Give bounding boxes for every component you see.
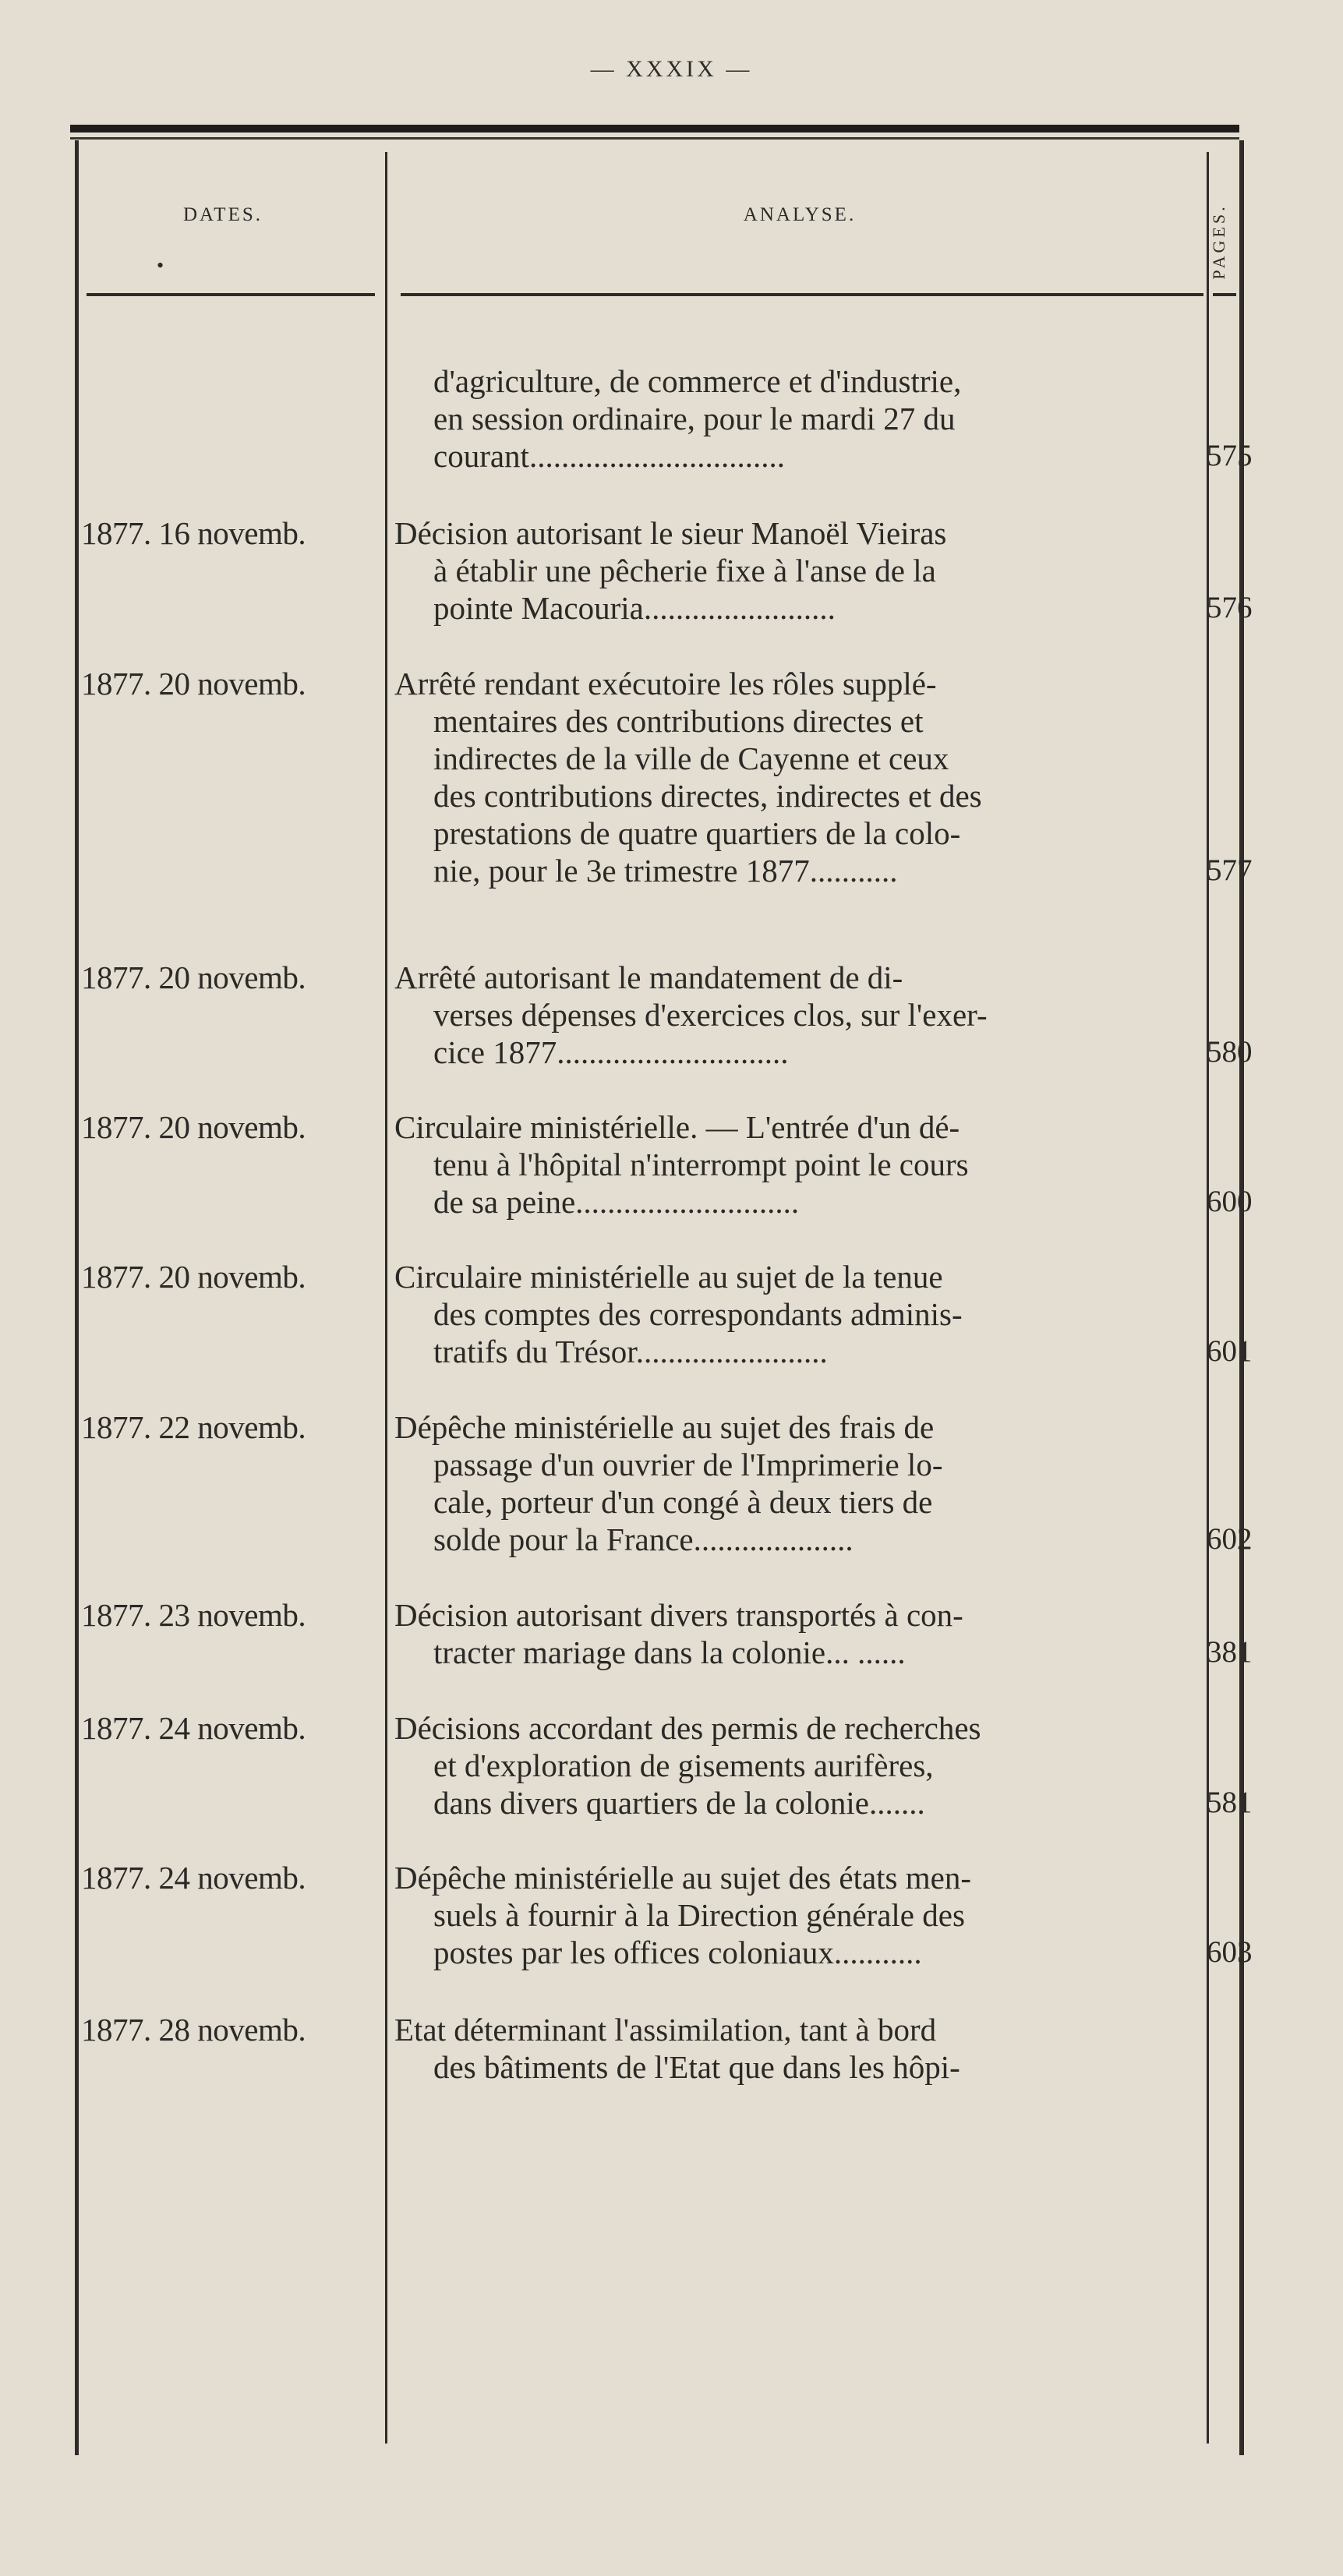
row-analysis (394, 959, 1207, 1071)
row-date: 1877. 24 novemb. (81, 1710, 306, 1746)
analysis-line: Décision autorisant divers transportés à con- (394, 1597, 963, 1633)
analysis-line: des bâtiments de l'Etat que dans les hôpi- (433, 2049, 960, 2085)
row-page: 602 (1207, 1522, 1253, 1556)
dates-column-header: DATES. (182, 204, 263, 225)
row-analysis (394, 665, 1207, 889)
analysis-line: à établir une pêcherie fixe à l'anse de la (433, 553, 936, 588)
row-analysis (394, 2011, 1207, 2086)
row-date: 1877. 16 novemb. (81, 515, 306, 551)
analysis-line: cice 1877............................. (433, 1034, 789, 1070)
analysis-line: mentaires des contributions directes et (433, 703, 924, 739)
row-date: 1877. 24 novemb. (81, 1860, 306, 1896)
row-page: 577 (1207, 853, 1253, 887)
row-page: 601 (1207, 1334, 1253, 1368)
left-border (75, 140, 79, 2455)
analysis-line: suels à fournir à la Direction générale des (433, 1897, 965, 1933)
analysis-line: tratifs du Trésor........................ (433, 1334, 828, 1369)
analysis-line: nie, pour le 3e trimestre 1877........... (433, 853, 898, 889)
dates-header-rule (87, 293, 375, 296)
analysis-line: des contributions directes, indirectes et des (433, 778, 982, 814)
analysis-line: Circulaire ministérielle au sujet de la tenue (394, 1259, 943, 1295)
row-page: 600 (1207, 1185, 1253, 1218)
analysis-line: postes par les offices coloniaux........... (433, 1935, 922, 1970)
analysis-line: courant................................ (433, 438, 785, 474)
right-border (1239, 140, 1244, 2455)
analysis-line: dans divers quartiers de la colonie....... (433, 1785, 925, 1821)
analysis-line: des comptes des correspondants adminis- (433, 1296, 963, 1332)
row-analysis (394, 1258, 1207, 1370)
page-header: — XXXIX — (590, 56, 753, 82)
row-date: 1877. 28 novemb. (81, 2012, 306, 2048)
dates-column-divider (385, 152, 387, 2443)
header-bullet-mark: • (157, 254, 164, 277)
analysis-line: Dépêche ministérielle au sujet des frais de (394, 1409, 935, 1445)
analysis-line: indirectes de la ville de Cayenne et ceux (433, 740, 949, 776)
analysis-line: Circulaire ministérielle. — L'entrée d'un dé- (394, 1109, 960, 1145)
analysis-line: solde pour la France.................... (433, 1521, 854, 1557)
row-analysis (394, 1709, 1207, 1822)
analysis-line: prestations de quatre quartiers de la colo- (433, 815, 961, 851)
row-page: 581 (1207, 1786, 1253, 1819)
row-page: 603 (1207, 1935, 1253, 1969)
row-date: 1877. 20 novemb. (81, 959, 306, 995)
row-analysis (394, 514, 1207, 627)
analysis-line: Décision autorisant le sieur Manoël Vieiras (394, 515, 947, 551)
row-date: 1877. 20 novemb. (81, 666, 306, 701)
row-date: 1877. 20 novemb. (81, 1259, 306, 1295)
analysis-line: de sa peine............................ (433, 1184, 800, 1220)
analysis-line: Etat déterminant l'assimilation, tant à bord (394, 2012, 937, 2048)
row-date: 1877. 20 novemb. (81, 1109, 306, 1145)
analyse-column-divider (1207, 152, 1209, 2443)
analysis-line: cale, porteur d'un congé à deux tiers de (433, 1484, 933, 1520)
analysis-line: Dépêche ministérielle au sujet des états men- (394, 1860, 972, 1896)
analyse-column-header: ANALYSE. (743, 204, 857, 225)
analysis-line: tracter mariage dans la colonie... ...... (433, 1634, 906, 1670)
analyse-header-rule (401, 293, 1203, 296)
row-page: 576 (1207, 591, 1253, 624)
top-rule-thin (70, 137, 1239, 140)
row-page: 381 (1207, 1635, 1253, 1669)
row-analysis (394, 1596, 1207, 1671)
analysis-line: verses dépenses d'exercices clos, sur l'exer- (433, 997, 988, 1033)
row-page: 575 (1207, 439, 1253, 472)
pages-column-header: PAGES. (1209, 203, 1228, 280)
analysis-line: et d'exploration de gisements aurifères, (433, 1747, 934, 1783)
analysis-line: pointe Macouria........................ (433, 590, 836, 626)
analysis-line: Arrêté autorisant le mandatement de di- (394, 959, 903, 995)
analysis-line: Arrêté rendant exécutoire les rôles supplé- (394, 666, 937, 701)
analysis-line: en session ordinaire, pour le mardi 27 du (433, 401, 956, 436)
top-rule-thick (70, 125, 1239, 133)
row-date: 1877. 22 novemb. (81, 1409, 306, 1445)
analysis-line: passage d'un ouvrier de l'Imprimerie lo- (433, 1447, 943, 1482)
row-analysis (394, 362, 1207, 475)
row-page: 580 (1207, 1035, 1253, 1069)
index-table (75, 140, 1253, 2463)
analysis-line: tenu à l'hôpital n'interrompt point le cours (433, 1147, 969, 1182)
pages-header-rule (1213, 293, 1236, 296)
row-analysis (394, 1108, 1207, 1221)
row-analysis (394, 1408, 1207, 1558)
row-date: 1877. 23 novemb. (81, 1597, 306, 1633)
row-analysis (394, 1859, 1207, 1971)
analysis-line: d'agriculture, de commerce et d'industrie, (433, 363, 962, 399)
analysis-line: Décisions accordant des permis de recherches (394, 1710, 981, 1746)
